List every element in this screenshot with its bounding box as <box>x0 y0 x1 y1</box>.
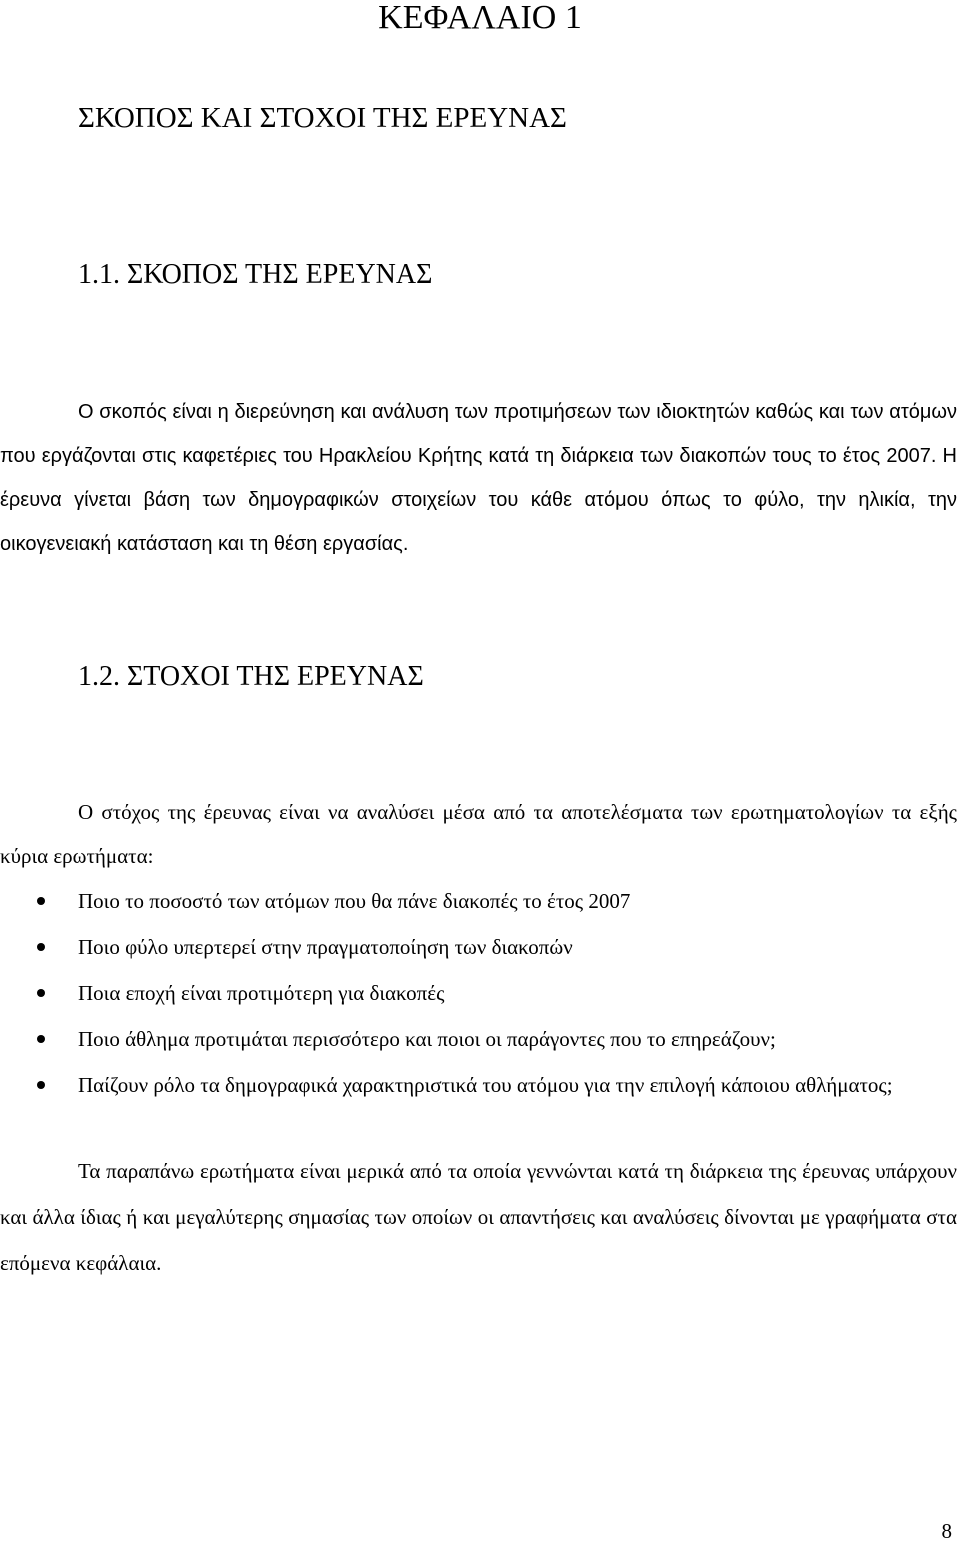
section-heading-objectives: 1.2. ΣΤΟΧΟΙ ΤΗΣ ΕΡΕΥΝΑΣ <box>78 661 424 692</box>
question-text: Ποιο άθλημα προτιμάται περισσότερο και ποιοι οι παράγοντες που το επηρεάζουν; <box>78 1027 776 1051</box>
list-item <box>0 1016 957 1062</box>
purpose-paragraph: Ο σκοπός είναι η διερεύνηση και ανάλυση των προτιμήσεων των ιδιοκτητών καθώς και των ατόμων που εργάζονται στις καφετέριες του Ηρακλείου Κρήτης κατά τη διάρκεια των διακοπών τους το έτος 2007. Η έρευνα γίνεται βάση των δημογραφικών στοιχείων του κάθε ατόμου όπως το φύλο, την ηλικία, την οικογενειακή κατάσταση και τη θέση εργασίας. <box>0 401 957 555</box>
bullet-icon <box>37 1035 45 1043</box>
list-item <box>0 1062 957 1108</box>
bullet-icon <box>37 943 45 951</box>
page-number: 8 <box>941 1519 952 1543</box>
question-text: Ποιο φύλο υπερτερεί στην πραγματοποίηση των διακοπών <box>78 935 573 959</box>
bullet-icon <box>37 1081 45 1089</box>
list-item <box>0 970 957 1016</box>
bullet-icon <box>37 989 45 997</box>
chapter-label: ΚΕΦΑΛΑΙΟ 1 <box>378 0 582 36</box>
chapter-title: ΣΚΟΠΟΣ ΚΑΙ ΣΤΟΧΟΙ ΤΗΣ ΕΡΕΥΝΑΣ <box>78 102 567 134</box>
question-text: Ποια εποχή είναι προτιμότερη για διακοπές <box>78 981 445 1005</box>
question-text: Παίζουν ρόλο τα δημογραφικά χαρακτηριστικά του ατόμου για την επιλογή κάποιου αθλήματος; <box>78 1073 893 1097</box>
question-text: Ποιο το ποσοστό των ατόμων που θα πάνε διακοπές το έτος 2007 <box>78 889 631 913</box>
list-item <box>0 878 957 924</box>
objectives-intro-paragraph: Ο στόχος της έρευνας είναι να αναλύσει μέσα από τα αποτελέσματα των ερωτηματολογίων τα εξής κύρια ερωτήματα: <box>0 800 957 868</box>
section-heading-purpose: 1.1. ΣΚΟΠΟΣ ΤΗΣ ΕΡΕΥΝΑΣ <box>78 259 433 290</box>
closing-paragraph: Τα παραπάνω ερωτήματα είναι μερικά από τα οποία γεννώνται κατά τη διάρκεια της έρευνας υπάρχουν και άλλα ίδιας ή και μεγαλύτερης σημασίας των οποίων οι απαντήσεις και αναλύσεις δίνονται με γραφήματα στα επόμενα κεφάλαια. <box>0 1159 957 1275</box>
research-questions-list <box>0 878 957 1108</box>
list-item <box>0 924 957 970</box>
bullet-icon <box>37 897 45 905</box>
